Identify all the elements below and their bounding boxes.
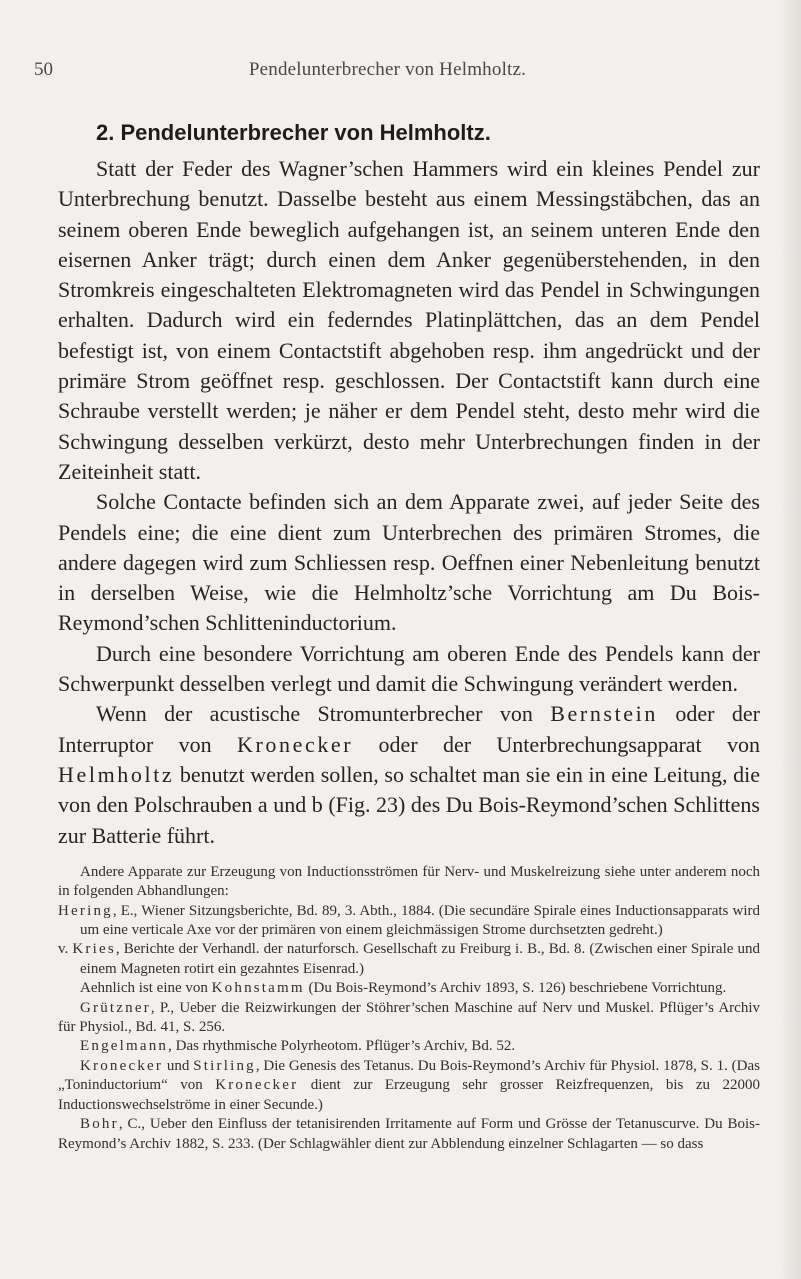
author-name: Kries [72, 941, 116, 958]
reference-entry [58, 1115, 760, 1154]
references-intro: Andere Apparate zur Erzeugung von Inductionsströmen für Nerv- und Muskelreizung siehe unter anderem noch in folgenden Abhandlungen: [58, 863, 760, 900]
reference-text: dient zur Erzeugung sehr grosser Reizfrequenzen, bis zu 22000 Inductionswechselströme in einer Secunde.) [58, 1077, 760, 1113]
paragraph [58, 699, 760, 850]
reference-text: , C., Ueber den Einfluss der tetanisirenden Irritamente auf Form und Grösse der Tetanuscurve. Du Bois-Reymond’s Archiv 1882, S. 233. (Der Schlagwähler dient zur Abblendung einzelner Schlagarten — so dass [58, 1116, 760, 1152]
author-name: Stirling [193, 1057, 256, 1074]
author-name: Hering [58, 902, 113, 919]
author-name: Bernstein [550, 701, 658, 727]
page-number: 50 [34, 59, 53, 80]
paragraph: Durch eine besondere Vorrichtung am oberen Ende des Pendels kann der Schwerpunkt desselben verlegt und damit die Schwingung verändert werden. [58, 640, 760, 697]
section-title: 2. Pendelunterbrecher von Helmholtz. [96, 120, 491, 145]
page-edge-shadow [779, 0, 801, 1279]
reference-text: , E., Wiener Sitzungsberichte, Bd. 89, 3. Abth., 1884. (Die secundäre Spirale eines Inductionsapparats wird um eine verticale Axe vor der primären von einem gleichmässigen Strome durchsetzten gedreht.) [80, 902, 760, 939]
reference-text: , Die Genesis des Tetanus. Du Bois-Reymond’s Archiv für Physiol. 1878, S. 1. (Das „Toninductorium“ von [58, 1057, 760, 1094]
reference-entry [58, 940, 760, 979]
paragraph: Solche Contacte befinden sich an dem Apparate zwei, auf jeder Seite des Pendels eine; die eine dient zum Unterbrechen des primären Stromes, die andere dagegen wird zum Schliessen resp. Oeffnen einer Nebenleitung benutzt in derselben Weise, wie die Helmholtz’sche Vorrichtung am Du Bois-Reymond’schen Schlitteninductorium. [58, 489, 760, 636]
running-title: Pendelunterbrecher von Helmholtz. [248, 59, 527, 80]
reference-lead: Aehnlich ist eine von [80, 980, 212, 997]
reference-text: (Du Bois-Reymond’s Archiv 1893, S. 126) beschriebene Vorrichtung. [304, 980, 727, 997]
author-name: Kohnstamm [211, 980, 305, 997]
reference-entry [58, 902, 760, 941]
reference-entry [58, 1057, 760, 1115]
text-run: oder der Interruptor von [58, 701, 760, 757]
reference-entry [58, 1037, 760, 1056]
reference-text: und [163, 1057, 194, 1074]
text-run: oder der Unterbrechungsapparat von [353, 731, 761, 757]
author-name: Engelmann [80, 1038, 169, 1055]
reference-text: , P., Ueber die Reizwirkungen der Stöhrer’schen Maschine auf Nerv und Muskel. Pflüger’s Archiv für Physiol., Bd. 41, S. 256. [58, 999, 760, 1036]
main-text [58, 118, 760, 1154]
paragraph: Statt der Feder des Wagner’schen Hammers wird ein kleines Pendel zur Unterbrechung benutzt. Dasselbe besteht aus einem Messingstäbchen, das an seinem oberen Ende beweglich aufgehangen ist, an seinem unteren Ende den eisernen Anker trägt; durch einen dem Anker gegenüberstehenden, in den Stromkreis eingeschalteten Elektromagneten wird das Pendel in Schwingungen erhalten. Dadurch wird ein federndes Platinplättchen, das an dem Pendel befestigt ist, von einem Contactstift abgehoben resp. ihm angedrückt und der primäre Strom geöffnet resp. geschlossen. Der Contactstift kann durch eine Schraube verstellt werden; je näher er dem Pendel steht, desto mehr wird die Schwingung desselben verkürzt, desto mehr Unterbrechungen finden in der Zeiteinheit statt. [58, 156, 760, 484]
author-name: Grützner [80, 999, 151, 1016]
reference-text: , Das rhythmische Polyrheotom. Pflüger’s Archiv, Bd. 52. [168, 1038, 516, 1055]
text-run: benutzt werden sollen, so schaltet man sie ein in eine Leitung, die von den Polschrauben a und b (Fig. 23) des Du Bois-Reymond’schen Schlittens zur Batterie führt. [58, 761, 760, 848]
reference-prefix: v. [58, 941, 73, 958]
references-block [58, 863, 760, 1154]
reference-entry [58, 979, 760, 998]
reference-text: , Berichte der Verhandl. der naturforsch. Gesellschaft zu Freiburg i. B., Bd. 8. (Zwischen einer Spirale und einem Magneten rotirt ein gezahntes Eisenrad.) [80, 941, 760, 977]
reference-entry [58, 999, 760, 1038]
author-name: Helmholtz [58, 761, 175, 787]
author-name: Kronecker [215, 1077, 299, 1094]
text-run: Wenn der acustische Stromunterbrecher von [96, 701, 551, 727]
author-name: Bohr [80, 1116, 119, 1133]
author-name: Kronecker [236, 731, 354, 757]
author-name: Kronecker [80, 1057, 164, 1074]
